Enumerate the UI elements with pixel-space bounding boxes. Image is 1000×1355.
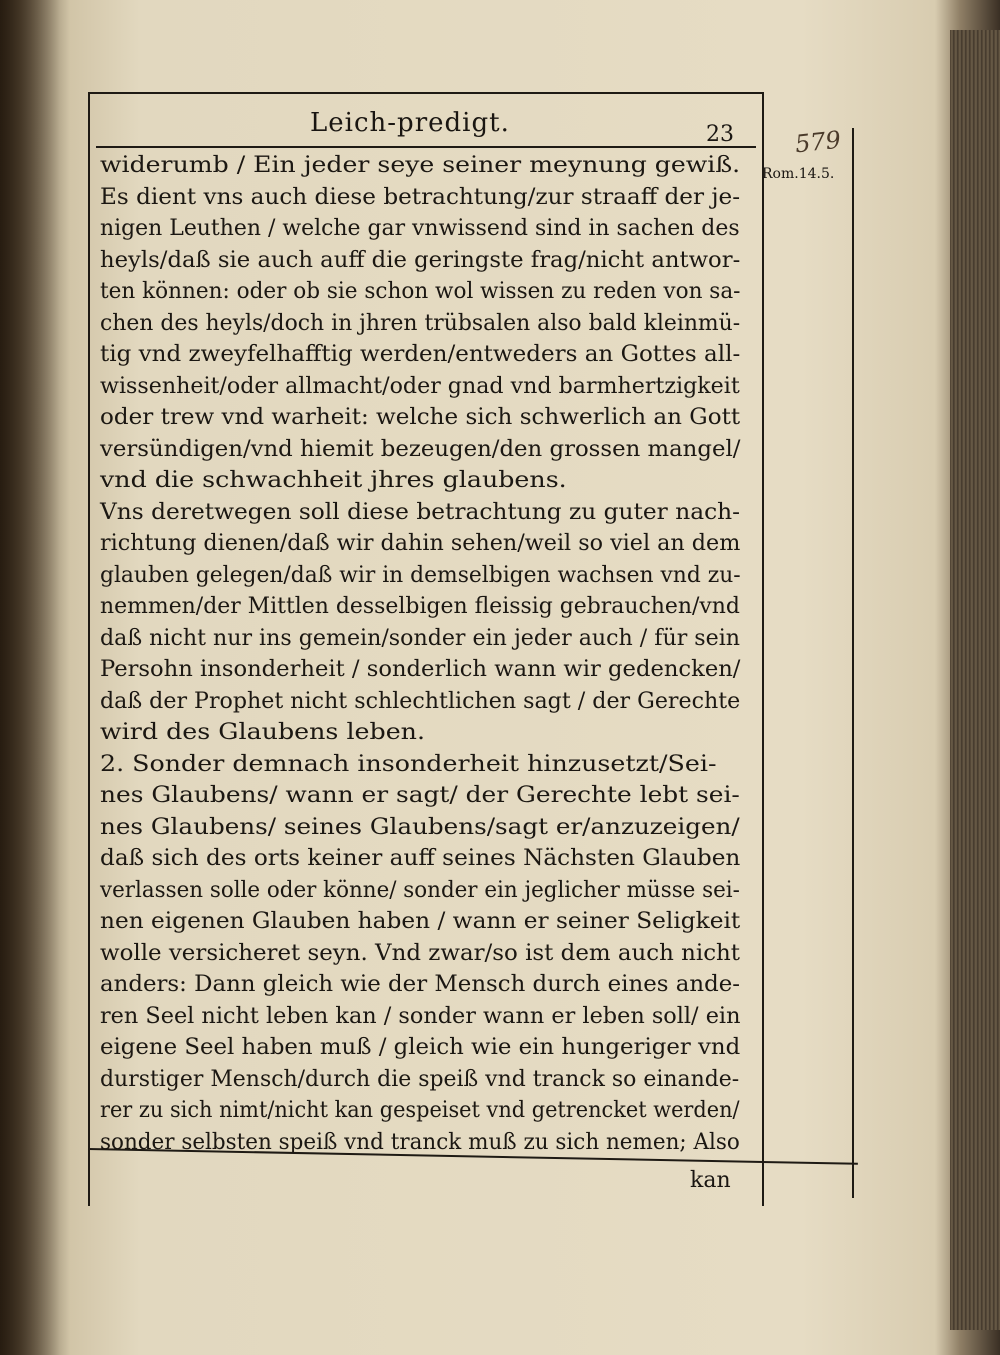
text-line: daß der Prophet nicht schlechtlichen sagt / der Gerechte — [100, 688, 741, 714]
text-line: glauben gelegen/daß wir in demselbigen wachsen vnd zu- — [100, 562, 741, 588]
text-line: wird des Glaubens leben. — [100, 720, 426, 745]
text-line: nen eigenen Glauben haben / wann er seiner Seligkeit — [100, 909, 741, 934]
text-line: eigene Seel haben muß / gleich wie ein hungeriger vnd — [100, 1035, 741, 1060]
text-line: ren Seel nicht leben kan / sonder wann er leben soll/ ein — [100, 1003, 741, 1029]
gutter-shadow — [0, 0, 70, 1355]
text-line: sonder selbsten speiß vnd tranck muß zu sich nemen; Also — [100, 1129, 740, 1155]
text-line: nes Glaubens/ wann er sagt/ der Gerechte lebt sei- — [100, 783, 740, 808]
body-text — [100, 150, 740, 1158]
catchword: kan — [690, 1168, 731, 1193]
header-rule — [96, 146, 756, 148]
text-line: wissenheit/oder allmacht/oder gnad vnd barmhertzigkeit — [100, 373, 740, 399]
text-line: versündigen/vnd hiemit bezeugen/den grossen mangel/ — [100, 436, 741, 462]
text-line: vnd die schwachheit jhres glaubens. — [100, 468, 567, 493]
text-line: Persohn insonderheit / sonderlich wann wir gedencken/ — [100, 657, 741, 682]
text-line: Vns deretwegen soll diese betrachtung zu guter nach- — [100, 499, 740, 525]
running-title: Leich-predigt. — [310, 108, 510, 138]
text-line: wolle versicheret seyn. Vnd zwar/so ist dem auch nicht — [100, 940, 740, 966]
text-line: nemmen/der Mittlen desselbigen fleissig gebrauchen/vnd — [100, 594, 740, 619]
handwritten-folio-number: 579 — [793, 125, 843, 159]
text-line: richtung dienen/daß wir dahin sehen/weil so viel an dem — [100, 531, 741, 556]
text-line: heyls/daß sie auch auff die geringste frag/nicht antwor- — [100, 247, 741, 273]
text-line: verlassen solle oder könne/ sonder ein jeglicher müsse sei- — [100, 877, 740, 903]
text-line: chen des heyls/doch in jhren trübsalen also bald kleinmü- — [100, 310, 741, 336]
text-line: ten können: oder ob sie schon wol wissen zu reden von sa- — [100, 279, 741, 304]
text-line: oder trew vnd warheit: welche sich schwerlich an Gott — [100, 405, 741, 430]
text-line: daß nicht nur ins gemein/sonder ein jeder auch / für sein — [100, 625, 741, 651]
text-line: anders: Dann gleich wie der Mensch durch eines ande- — [100, 972, 740, 997]
page-edges — [950, 30, 1000, 1330]
text-line: nes Glaubens/ seines Glaubens/sagt er/anzuzeigen/ — [100, 814, 740, 840]
text-line: daß sich des orts keiner auff seines Nächsten Glauben — [100, 846, 741, 871]
text-line: tig vnd zweyfelhafftig werden/entweders an Gottes all- — [100, 342, 741, 367]
text-line: nigen Leuthen / welche gar vnwissend sind in sachen des — [100, 216, 740, 241]
text-line: durstiger Mensch/durch die speiß vnd tranck so einande- — [100, 1066, 740, 1092]
marginal-reference: Rom.14.5. — [762, 166, 835, 182]
page-number: 23 — [706, 122, 734, 147]
text-line: Es dient vns auch diese betrachtung/zur straaff der je- — [100, 184, 741, 210]
text-line: widerumb / Ein jeder seye seiner meynung gewiß. — [100, 153, 741, 178]
margin-rule — [852, 128, 854, 1198]
text-line: rer zu sich nimt/nicht kan gespeiset vnd getrencket werden/ — [100, 1098, 740, 1123]
text-line: 2. Sonder demnach insonderheit hinzusetzt/Sei- — [100, 751, 717, 777]
